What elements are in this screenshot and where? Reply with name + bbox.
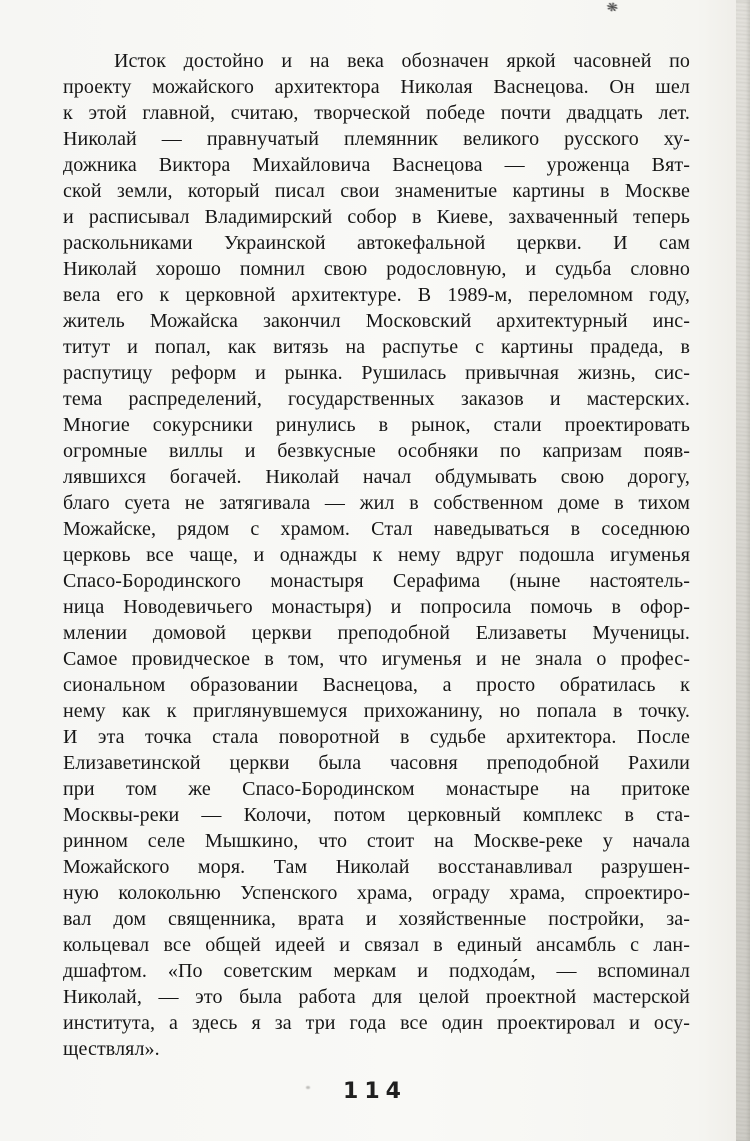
page-edge-texture [736,0,750,1141]
text-line: огромные виллы и безвкусные особняки по капризам появ- [63,440,690,462]
text-line: и расписывал Владимирский собор в Киеве, захваченный теперь [63,206,690,228]
text-line: житель Можайска закончил Московский архитектурный инс- [63,310,690,332]
page-text [63,48,690,1062]
text-line: при том же Спасо-Бородинском монастыре на притоке [63,778,690,800]
text-line: распутицу реформ и рынка. Рушилась привычная жизнь, сис- [63,362,690,384]
text-line: ринном селе Мышкино, что стоит на Москве-реке у начала [63,830,690,852]
text-line: лявшихся богачей. Николай начал обдумывать свою дорогу, [63,466,690,488]
page-number: 114 [343,1079,407,1104]
text-line: Самое провидческое в том, что игуменья и не знала о профес- [63,648,690,670]
text-line: Можайского моря. Там Николай восстанавливал разрушен- [63,856,690,878]
text-line: к этой главной, считаю, творческой победе почти двадцать лет. [63,102,690,124]
text-line: дожника Виктора Михайловича Васнецова — уроженца Вят- [63,154,690,176]
text-line: Николай, — это была работа для целой проектной мастерской [63,986,690,1008]
text-line: вела его к церковной архитектуре. В 1989-м, переломном году, [63,284,690,306]
text-line: млении домовой церкви преподобной Елизаветы Мученицы. [63,622,690,644]
text-line: тема распределений, государственных заказов и мастерских. [63,388,690,410]
text-line: титут и попал, как витязь на распутье с картины прадеда, в [63,336,690,358]
text-line: сиональном образовании Васнецова, а просто обратилась к [63,674,690,696]
text-line: Николай — правнучатый племянник великого русского ху- [63,128,690,150]
text-line: ную колокольню Успенского храма, ограду храма, спроектиро- [63,882,690,904]
text-line: вал дом священника, врата и хозяйственные постройки, за- [63,908,690,930]
text-line: благо суета не затягивала — жил в собственном доме в тихом [63,492,690,514]
text-line: Исток достойно и на века обозначен яркой часовней по [114,50,690,72]
text-line: Спасо-Бородинского монастыря Серафима (ныне настоятель- [63,570,690,592]
text-line: Многие сокурсники ринулись в рынок, стали проектировать [63,414,690,436]
text-line: института, а здесь я за три года все один проектировал и осу- [63,1012,690,1034]
text-line: Москвы-реки — Колочи, потом церковный комплекс в ста- [63,804,690,826]
text-line: И эта точка стала поворотной в судьбе архитектора. После [63,726,690,748]
ink-smudge-icon: ❋ [604,0,620,17]
text-line: проекту можайского архитектора Николая Васнецова. Он шел [63,76,690,98]
text-line: дшафтом. «По советским меркам и подхода́м, — вспоминал [63,960,690,982]
text-line: ществлял». [63,1038,160,1060]
text-line: Елизаветинской церкви была часовня преподобной Рахили [63,752,690,774]
text-line: Можайске, рядом с храмом. Стал наведываться в соседнюю [63,518,690,540]
text-line: церковь все чаще, и однажды к нему вдруг подошла игуменья [63,544,690,566]
text-line: Николай хорошо помнил свою родословную, и судьба словно [63,258,690,280]
text-line: нему как к приглянувшемуся прихожанину, но попала в точку. [63,700,690,722]
text-line: ской земли, который писал свои знаменитые картины в Москве [63,180,690,202]
text-line: кольцевал все общей идеей и связал в единый ансамбль с лан- [63,934,690,956]
text-line: ница Новодевичьего монастыря) и попросила помочь в офор- [63,596,690,618]
text-line: раскольниками Украинской автокефальной церкви. И сам [63,232,690,254]
